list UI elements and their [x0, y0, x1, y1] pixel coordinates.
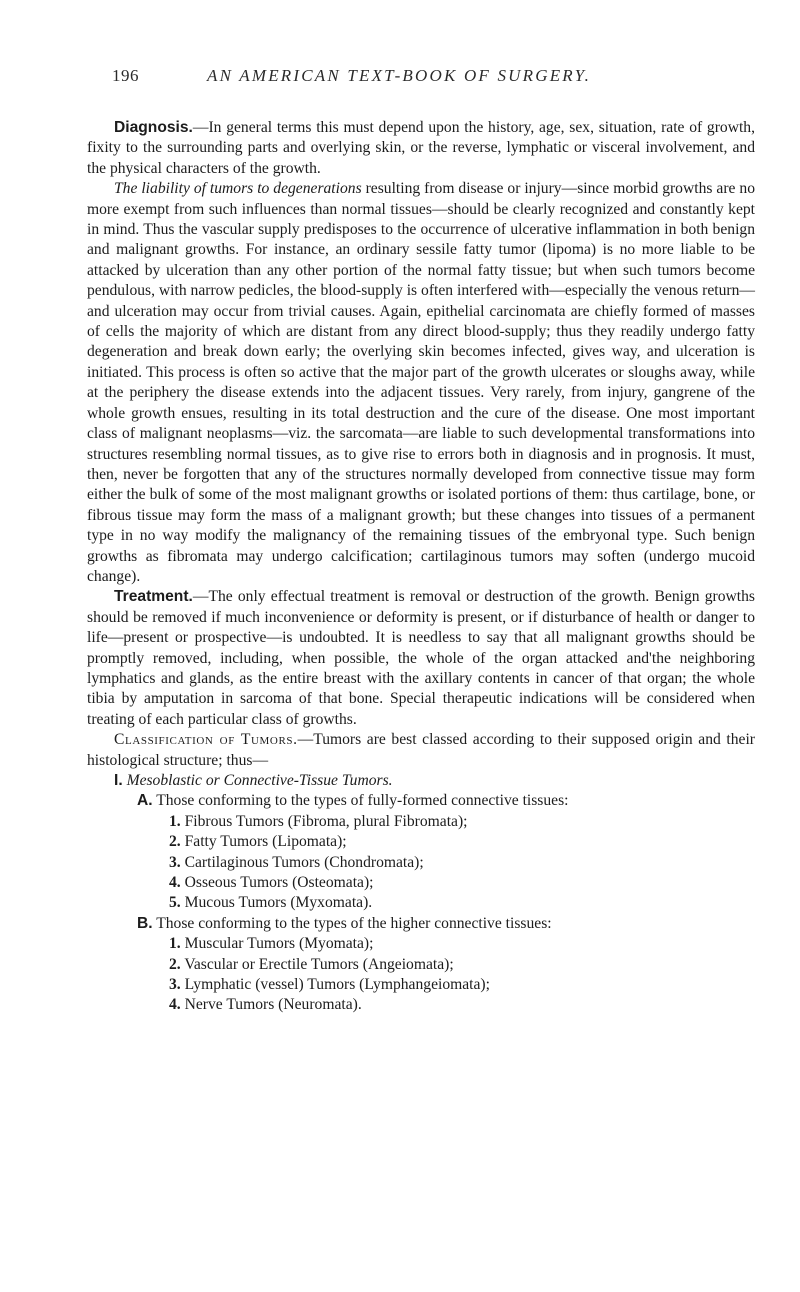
item-number: 5.: [169, 894, 181, 912]
item-number: 3.: [169, 976, 181, 994]
classification-heading: Classification of Tumors.: [114, 731, 298, 749]
liability-italic-lead: The liability of tumors to degenerations: [114, 180, 362, 198]
item-text: Fatty Tumors (Lipomata);: [184, 833, 347, 851]
list-item: [87, 812, 755, 832]
diagnosis-heading: Diagnosis.: [114, 119, 193, 136]
list-item: [87, 955, 755, 975]
list-item: [87, 853, 755, 873]
page-number: 196: [112, 66, 139, 85]
subgroup-b-label: B.: [137, 914, 153, 932]
diagnosis-text: —In general terms this must depend upon the history, age, sex, situation, rate of growth, fixity to the surrounding parts and overlying skin, or the reverse, lymphatic or visceral involvement, and the physical characters of the growth.: [87, 119, 755, 177]
item-number: 1.: [169, 935, 181, 953]
item-number: 4.: [169, 996, 181, 1014]
classification-text: —Tumors are best classed according to their supposed origin and their histological structure; thus—: [87, 731, 755, 769]
body-text: [87, 118, 755, 1016]
treatment-text: —The only effectual treatment is removal or destruction of the growth. Benign growths should be removed if much inconvenience or deformity is present, or if disturbance of health or danger to life—present or prospective—is undoubted. It is needless to say that all malignant growths should be promptly removed, including, when possible, the whole of the organ attacked and'the neighboring lymphatics and glands, as the entire breast with the axillary contents in cancer of that organ; the whole tibia by amputation in sarcoma of that bone. Special therapeutic indications will be considered when treating of each particular class of growths.: [87, 588, 755, 728]
classification-paragraph: [87, 730, 755, 771]
item-text: Lymphatic (vessel) Tumors (Lymphangeiomata);: [184, 976, 490, 994]
page-header: [112, 66, 752, 92]
subgroup-b-heading: [87, 914, 755, 934]
liability-text: resulting from disease or injury—since morbid growths are no more exempt from such influences than normal tissues—should be clearly recognized and constantly kept in mind. Thus the vascular supply predisposes to the occurrence of ulcerative inflammation in both benign and malignant growths. For instance, an ordinary sessile fatty tumor (lipoma) is no more liable to be attacked by ulceration than any other portion of the normal fatty tissue; but when such tumors become pendulous, with narrow pedicles, the blood-supply is often interfered with—especially the venous return—and ulceration may occur from trivial causes. Again, epithelial carcinomata are chiefly formed of masses of cells the majority of which are distant from any direct blood-supply; thus they readily undergo fatty degeneration and break down early; the overlying skin becomes infected, gives way, and ulceration is initiated. This process is often so active that the major part of the growth ulcerates or sloughs away, while at the periphery the disease extends into the adjacent tissues. Very rarely, from injury, gangrene of the whole growth ensues, resulting in its total destruction and the cure of the disease. One most important class of malignant neoplasms—viz. the sarcomata—are liable to such developmental transformations into structures resembling normal tissues, as to give rise to errors both in diagnosis and in prognosis. It must, then, never be forgotten that any of the structures normally developed from connective tissue may form either the bulk of some of the most malignant growths or isolated portions of them: thus cartilage, bone, or fibrous tissue may form the mass of a malignant growth; but these changes into tissues of a permanent type in no way modify the malignancy of the remaining tissues of the embryonal type. Such benign growths as fibromata may undergo calcification; cartilaginous tumors may soften (undergo mucoid change).: [87, 180, 755, 585]
group-i-label: I.: [114, 772, 123, 789]
item-number: 2.: [169, 833, 181, 851]
treatment-paragraph: [87, 587, 755, 730]
item-number: 2.: [169, 955, 181, 973]
item-text: Osseous Tumors (Osteomata);: [184, 874, 374, 892]
diagnosis-paragraph: [87, 118, 755, 179]
list-item: [87, 873, 755, 893]
item-text: Fibrous Tumors (Fibroma, plural Fibromata);: [184, 812, 468, 830]
item-text: Nerve Tumors (Neuromata).: [184, 996, 362, 1014]
list-item: [87, 995, 755, 1015]
list-item: [87, 832, 755, 852]
item-number: 4.: [169, 874, 181, 892]
subgroup-a-heading: [87, 791, 755, 811]
subgroup-b-title: Those conforming to the types of the higher connective tissues:: [156, 914, 552, 932]
treatment-heading: Treatment.: [114, 588, 193, 606]
item-text: Mucous Tumors (Myxomata).: [184, 894, 373, 912]
list-item: [87, 893, 755, 913]
liability-paragraph: [87, 179, 755, 587]
item-text: Vascular or Erectile Tumors (Angeiomata);: [184, 955, 454, 973]
group-i-title: Mesoblastic or Connective-Tissue Tumors.: [126, 772, 393, 789]
item-text: Cartilaginous Tumors (Chondromata);: [184, 853, 424, 871]
item-number: 1.: [169, 812, 181, 830]
item-number: 3.: [169, 853, 181, 871]
subgroup-a-label: A.: [137, 792, 153, 810]
running-title: AN AMERICAN TEXT-BOOK OF SURGERY.: [207, 66, 592, 85]
item-text: Muscular Tumors (Myomata);: [184, 935, 374, 953]
group-i-heading: [87, 771, 755, 791]
list-item: [87, 975, 755, 995]
list-item: [87, 934, 755, 954]
subgroup-a-title: Those conforming to the types of fully-formed connective tissues:: [156, 792, 569, 810]
